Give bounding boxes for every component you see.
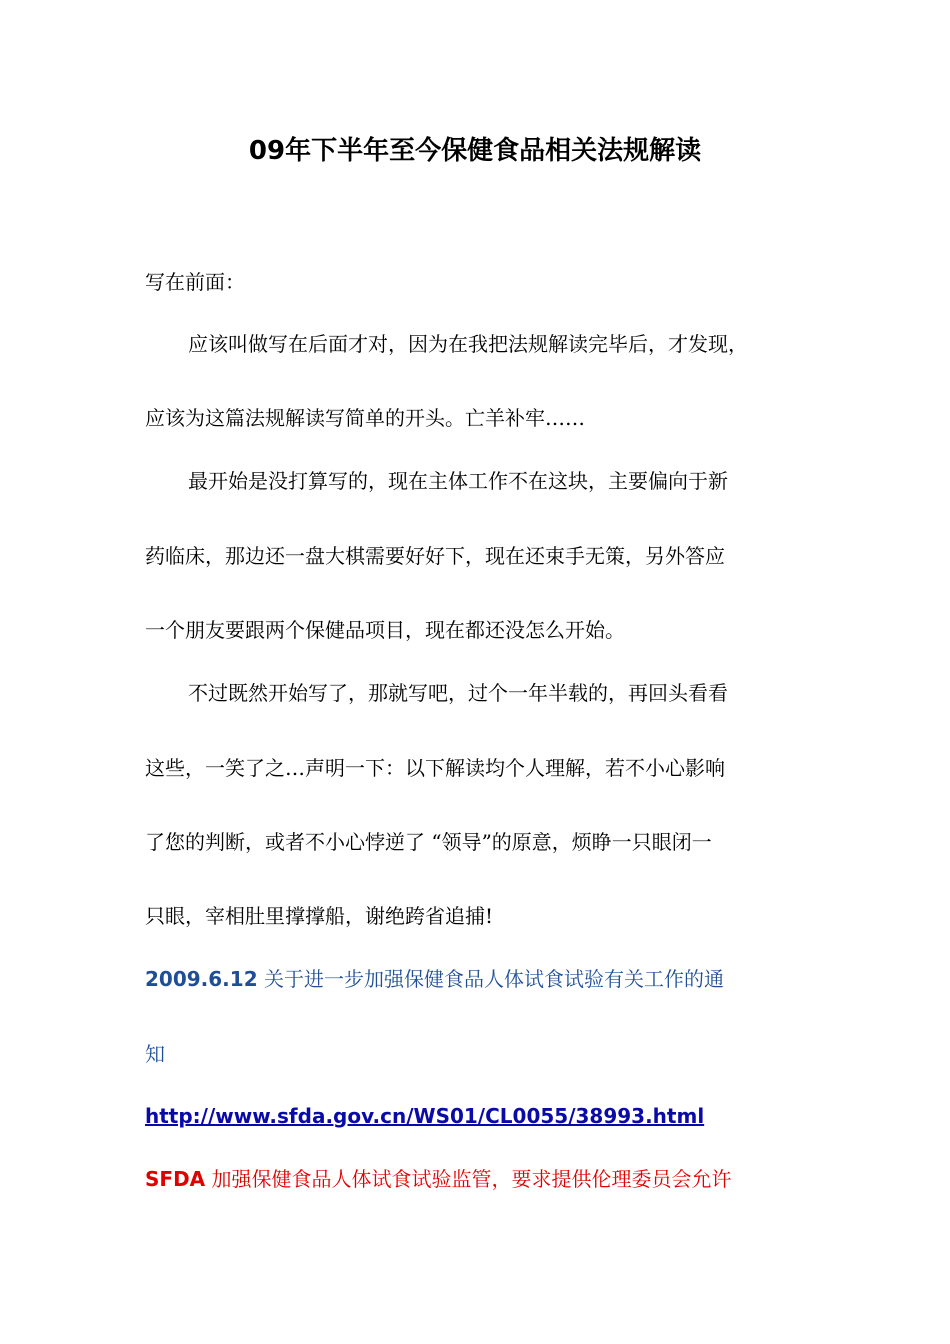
- notice-title-line1: [145, 965, 724, 993]
- notice-title-line2: 知: [145, 1042, 165, 1066]
- para2-line2: 药临床，那边还一盘大棋需要好好下，现在还束手无策，另外答应: [145, 544, 725, 568]
- notice-title-text: 关于进一步加强保健食品人体试食试验有关工作的通: [263, 967, 724, 991]
- notice-link-row: [145, 1102, 704, 1130]
- para1-line1: 应该叫做写在后面才对，因为在我把法规解读完毕后，才发现，: [188, 332, 748, 356]
- para1-line2: 应该为这篇法规解读写简单的开头。亡羊补牢……: [145, 406, 585, 430]
- document-title: 09年下半年至今保健食品相关法规解读: [248, 136, 702, 166]
- para2-line1: 最开始是没打算写的，现在主体工作不在这块，主要偏向于新: [188, 469, 728, 493]
- intro-heading: 写在前面：: [145, 270, 245, 294]
- notice-url-link[interactable]: http://www.sfda.gov.cn/WS01/CL0055/38993.html: [145, 1104, 705, 1128]
- highlight-line: [145, 1165, 732, 1193]
- highlight-prefix: SFDA: [145, 1167, 206, 1191]
- para3-line2: 这些，一笑了之…声明一下：以下解读均个人理解，若不小心影响: [145, 756, 725, 780]
- para2-line3: 一个朋友要跟两个保健品项目，现在都还没怎么开始。: [145, 618, 625, 642]
- highlight-text: 加强保健食品人体试食试验监管，要求提供伦理委员会允许: [211, 1167, 732, 1191]
- para3-line4: 只眼，宰相肚里撑撑船，谢绝跨省追捕!: [145, 904, 494, 928]
- para3-line1: 不过既然开始写了，那就写吧，过个一年半载的，再回头看看: [188, 681, 728, 705]
- para3-line3: 了您的判断，或者不小心悖逆了 “领导”的原意，烦睁一只眼闭一: [145, 830, 712, 854]
- notice-date: 2009.6.12: [145, 967, 258, 991]
